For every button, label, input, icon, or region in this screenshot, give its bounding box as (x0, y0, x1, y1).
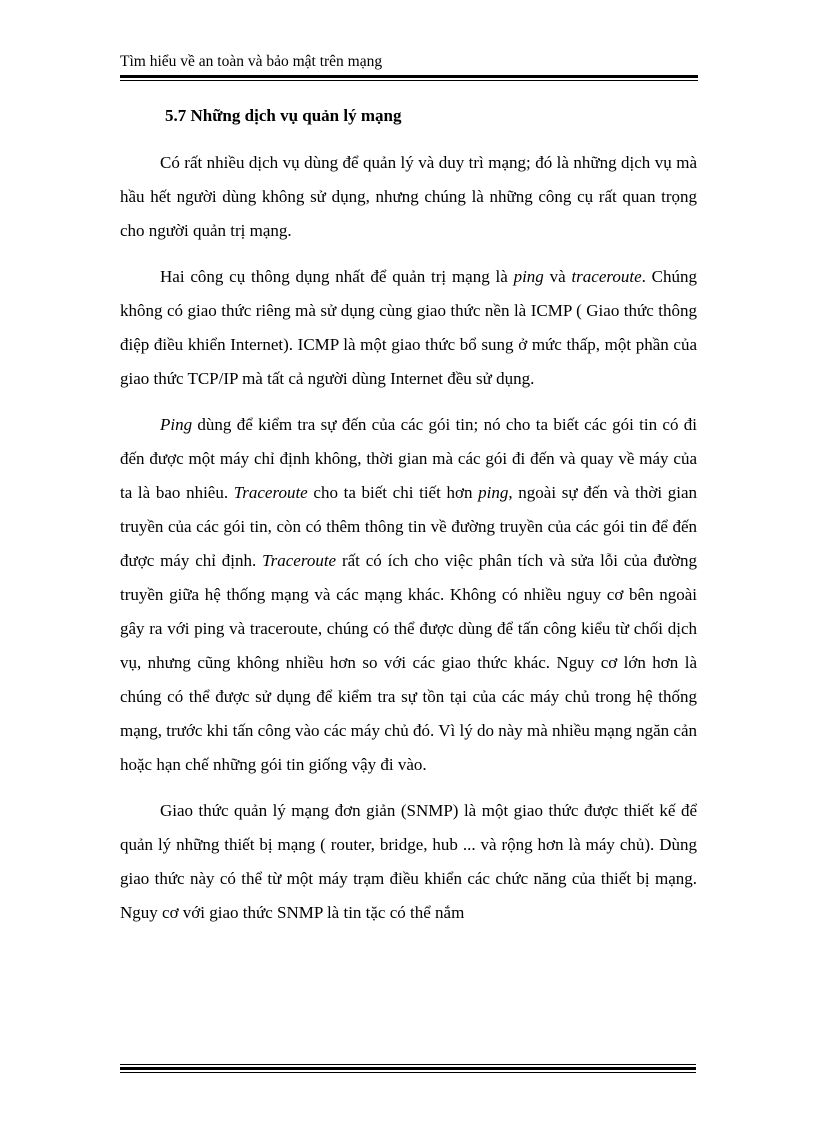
paragraph-2-text-b: và (543, 267, 572, 286)
page-body (120, 104, 697, 930)
traceroute-term: traceroute (571, 267, 642, 286)
footer-rule-thin-top (120, 1064, 696, 1065)
header-title: Tìm hiểu về an toàn và bảo mật trên mạng (120, 53, 383, 70)
paragraph-3-text-b: cho ta biết chi tiết hơn (307, 483, 479, 502)
footer-rule-thick (120, 1067, 696, 1070)
paragraph-3-text-c: , ngoài sự đến và thời gian truyền của các gói tin, còn có thêm thông tin về đường truyền của các gói tin để đến được máy chỉ định. (120, 483, 697, 570)
paragraph-2 (120, 260, 697, 396)
ping-term: ping (513, 267, 544, 286)
page-header (120, 52, 698, 81)
header-rule-thick (120, 75, 698, 78)
section-heading: 5.7 Những dịch vụ quản lý mạng (165, 106, 402, 125)
paragraph-3-text-a: dùng để kiểm tra sự đến của các gói tin; nó cho ta biết các gói tin có đi đến được một máy chỉ định không, thời gian mà các gói đi đến và quay về máy của ta là bao nhiêu. (120, 415, 697, 502)
header-rule-thin (120, 80, 698, 81)
paragraph-2-text-a: Hai công cụ thông dụng nhất để quản trị mạng là (160, 267, 514, 286)
paragraph-1: Có rất nhiều dịch vụ dùng để quản lý và duy trì mạng; đó là những dịch vụ mà hầu hết người dùng không sử dụng, nhưng chúng là những công cụ rất quan trọng cho người quản trị mạng. (120, 153, 697, 240)
ping-term: ping (478, 483, 509, 502)
footer-rule-thin-bottom (120, 1072, 696, 1073)
traceroute-term: Traceroute (262, 551, 337, 570)
paragraph-4: Giao thức quản lý mạng đơn giản (SNMP) là một giao thức được thiết kế để quản lý những thiết bị mạng ( router, bridge, hub ... và rộng hơn là máy chủ). Dùng giao thức này có thể từ một máy trạm điều khiển các chức năng của thiết bị mạng. Nguy cơ với giao thức SNMP là tin tặc có thể nắm (120, 801, 697, 922)
paragraph-3 (120, 408, 697, 782)
ping-term: Ping (160, 415, 193, 434)
page-footer (120, 1064, 696, 1073)
traceroute-term: Traceroute (233, 483, 308, 502)
paragraph-3-text-d: rất có ích cho việc phân tích và sửa lỗi của đường truyền giữa hệ thống mạng và các mạng khác. Không có nhiều nguy cơ bên ngoài gây ra với ping và traceroute, chúng có thể được dùng để tấn công kiểu từ chối dịch vụ, nhưng cũng không nhiều hơn so với các giao thức khác. Nguy cơ lớn hơn là chúng có thể được sử dụng để kiểm tra sự tồn tại của các máy chủ trong hệ thống mạng, trước khi tấn công vào các máy chủ đó. Vì lý do này mà nhiều mạng ngăn cản hoặc hạn chế những gói tin giống vậy đi vào. (120, 551, 697, 774)
paragraph-2-text-c: . Chúng không có giao thức riêng mà sử dụng cùng giao thức nền là ICMP ( Giao thức thông điệp điều khiển Internet). ICMP là một giao thức bổ sung ở mức thấp, một phần của giao thức TCP/IP mà tất cả người dùng Internet đều sử dụng. (120, 267, 698, 388)
